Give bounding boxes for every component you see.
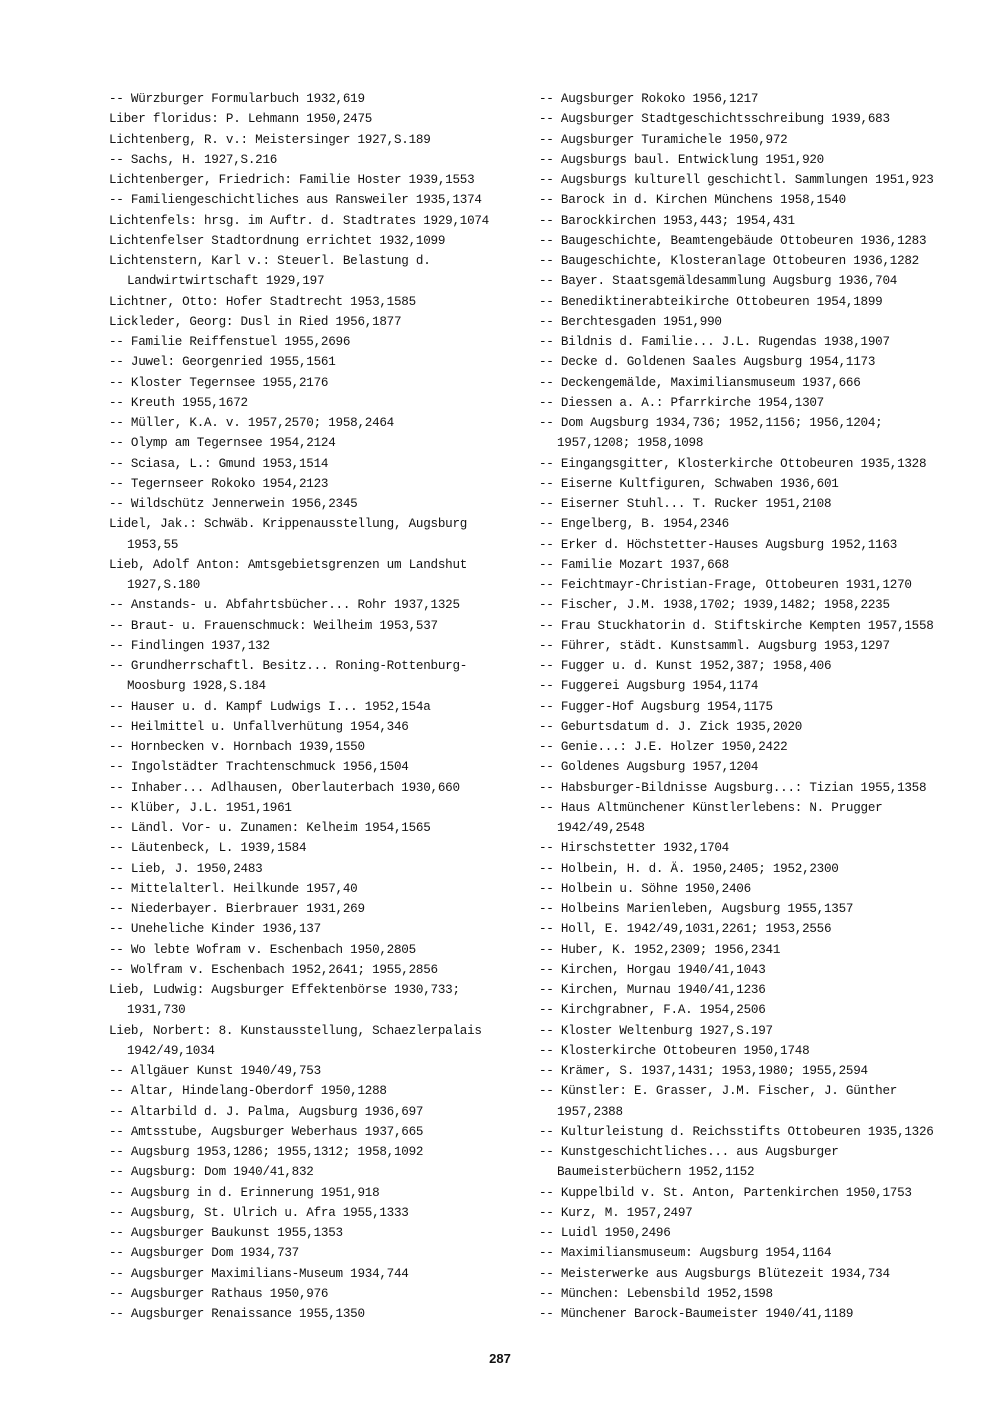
index-entry: Liber floridus: P. Lehmann 1950,2475 (109, 112, 373, 127)
index-entry: Lichtenberger, Friedrich: Familie Hoster 1939,1553 (109, 173, 475, 187)
index-entry: -- Familie Mozart 1937,668 (539, 557, 729, 572)
index-entry: -- Holbein, H. d. Ä. 1950,2405; 1952,2300 (539, 861, 839, 876)
index-entry: -- Luidl 1950,2496 (539, 1226, 671, 1240)
index-entry: -- Hauser u. d. Kampf Ludwigs I... 1952,154a (109, 699, 431, 714)
index-entry: -- Sachs, H. 1927,S.216 (109, 152, 278, 167)
index-entry: -- Ingolstädter Trachtenschmuck 1956,1504 (109, 760, 409, 775)
index-entry: -- Holbein u. Söhne 1950,2406 (539, 881, 751, 896)
index-entry: -- München: Lebensbild 1952,1598 (539, 1286, 773, 1301)
index-entry: -- Würzburger Formularbuch 1932,619 (109, 92, 365, 106)
index-entry: -- Augsburg 1953,1286; 1955,1312; 1958,1092 (109, 1145, 424, 1159)
index-entry: -- Habsburger-Bildnisse Augsburg...: Tizian 1955,1358 (539, 780, 927, 795)
index-entry: -- Haus Altmünchener Künstlerlebens: N. Prugger 1942/49,2548 (539, 800, 883, 835)
index-entry: -- Niederbayer. Bierbrauer 1931,269 (109, 902, 365, 916)
index-entry: -- Findlingen 1937,132 (109, 638, 270, 653)
index-entry: -- Barockkirchen 1953,443; 1954,431 (539, 213, 795, 228)
index-entry: Lichtner, Otto: Hofer Stadtrecht 1953,1585 (109, 294, 416, 309)
index-entry: -- Decke d. Goldenen Saales Augsburg 1954,1173 (539, 355, 876, 370)
index-entry: -- Altarbild d. J. Palma, Augsburg 1936,697 (109, 1104, 424, 1119)
index-entry: -- Goldenes Augsburg 1957,1204 (539, 760, 759, 775)
index-entry: -- Frau Stuckhatorin d. Stiftskirche Kempten 1957,1558 (539, 618, 934, 633)
index-entry: -- Allgäuer Kunst 1940/49,753 (109, 1064, 321, 1078)
index-entry: Lichtenfelser Stadtordnung errichtet 1932,1099 (109, 233, 446, 248)
index-entry: Lieb, Norbert: 8. Kunstausstellung, Schaezlerpalais 1942/49,1034 (109, 1023, 482, 1058)
index-entry: -- Müller, K.A. v. 1957,2570; 1958,2464 (109, 416, 394, 430)
index-entry: Lichtenberg, R. v.: Meistersinger 1927,S.189 (109, 132, 431, 147)
index-entry: -- Bayer. Staatsgemäldesammlung Augsburg 1936,704 (539, 274, 898, 289)
index-entry: -- Maximiliansmuseum: Augsburg 1954,1164 (539, 1246, 832, 1261)
index-entry: -- Kirchgrabner, F.A. 1954,2506 (539, 1003, 766, 1018)
index-entry: -- Diessen a. A.: Pfarrkirche 1954,1307 (539, 395, 824, 410)
index-entry: -- Familiengeschichtliches aus Ransweiler 1935,1374 (109, 193, 482, 208)
index-entry: -- Kloster Tegernsee 1955,2176 (109, 375, 329, 390)
index-entry: -- Kreuth 1955,1672 (109, 395, 248, 410)
index-entry: -- Augsburg, St. Ulrich u. Afra 1955,1333 (109, 1205, 409, 1220)
index-entry: -- Baugeschichte, Klosteranlage Ottobeuren 1936,1282 (539, 254, 919, 268)
index-entry: -- Grundherrschaftl. Besitz... Roning-Rottenburg-Moosburg 1928,S.184 (109, 659, 468, 694)
index-entry: -- Eiserner Stuhl... T. Rucker 1951,2108 (539, 497, 832, 511)
index-entry: -- Bildnis d. Familie... J.L. Rugendas 1938,1907 (539, 335, 890, 349)
index-entry: -- Augsburger Maximilians-Museum 1934,744 (109, 1266, 409, 1281)
index-entry: -- Künstler: E. Grasser, J.M. Fischer, J. Günther 1957,2388 (539, 1084, 898, 1119)
index-entry: -- Wildschütz Jennerwein 1956,2345 (109, 497, 358, 511)
index-entry: -- Tegernseer Rokoko 1954,2123 (109, 476, 329, 491)
index-entry: -- Benediktinerabteikirche Ottobeuren 1954,1899 (539, 294, 883, 309)
index-entry: -- Huber, K. 1952,2309; 1956,2341 (539, 942, 781, 957)
index-entry: -- Führer, städt. Kunstsamml. Augsburg 1953,1297 (539, 638, 890, 653)
index-entry: -- Augsburger Baukunst 1955,1353 (109, 1226, 343, 1240)
index-entry: -- Familie Reiffenstuel 1955,2696 (109, 335, 351, 349)
index-column-right (539, 89, 959, 1324)
index-entry: -- Meisterwerke aus Augsburgs Blütezeit 1934,734 (539, 1266, 890, 1281)
index-entry: Lieb, Adolf Anton: Amtsgebietsgrenzen um Landshut 1927,S.180 (109, 557, 468, 592)
index-entry: -- Braut- u. Frauenschmuck: Weilheim 1953,537 (109, 618, 438, 633)
index-entry: -- Münchener Barock-Baumeister 1940/41,1189 (539, 1307, 854, 1321)
index-entry: -- Augsburger Turamichele 1950,972 (539, 132, 788, 147)
index-entry: -- Erker d. Höchstetter-Hauses Augsburg 1952,1163 (539, 537, 898, 552)
index-entry: -- Amtsstube, Augsburger Weberhaus 1937,665 (109, 1124, 424, 1139)
index-entry: -- Kuppelbild v. St. Anton, Partenkirchen 1950,1753 (539, 1185, 912, 1200)
index-entry: -- Augsburg: Dom 1940/41,832 (109, 1165, 314, 1180)
index-entry: Lieb, Ludwig: Augsburger Effektenbörse 1930,733; 1931,730 (109, 983, 460, 1018)
index-entry: -- Augsburgs kulturell geschichtl. Sammlungen 1951,923 (539, 173, 934, 187)
index-entry: -- Klosterkirche Ottobeuren 1950,1748 (539, 1043, 810, 1058)
index-entry: -- Geburtsdatum d. J. Zick 1935,2020 (539, 719, 803, 734)
index-entry: -- Mittelalterl. Heilkunde 1957,40 (109, 881, 358, 896)
index-entry: -- Deckengemälde, Maximiliansmuseum 1937,666 (539, 375, 861, 390)
index-entry: -- Lieb, J. 1950,2483 (109, 861, 263, 876)
index-entry: -- Augsburger Rathaus 1950,976 (109, 1286, 329, 1301)
index-entry: -- Klüber, J.L. 1951,1961 (109, 800, 292, 815)
index-entry: -- Engelberg, B. 1954,2346 (539, 517, 729, 532)
index-entry: -- Kirchen, Murnau 1940/41,1236 (539, 983, 766, 997)
index-entry: -- Kloster Weltenburg 1927,S.197 (539, 1023, 773, 1038)
index-entry: -- Augsburgs baul. Entwicklung 1951,920 (539, 152, 824, 167)
index-entry: -- Altar, Hindelang-Oberdorf 1950,1288 (109, 1084, 387, 1099)
index-entry: -- Ländl. Vor- u. Zunamen: Kelheim 1954,1565 (109, 821, 431, 835)
index-entry: -- Genie...: J.E. Holzer 1950,2422 (539, 740, 788, 754)
page-number: 287 (489, 1351, 511, 1366)
index-entry: -- Eiserne Kultfiguren, Schwaben 1936,601 (539, 476, 839, 491)
index-entry: -- Fugger-Hof Augsburg 1954,1175 (539, 699, 773, 714)
index-entry: -- Läutenbeck, L. 1939,1584 (109, 841, 307, 856)
index-entry: Lidel, Jak.: Schwäb. Krippenausstellung, Augsburg 1953,55 (109, 517, 468, 552)
index-entry: -- Wo lebte Wofram v. Eschenbach 1950,2805 (109, 942, 416, 957)
index-entry: Lichtenfels: hrsg. im Auftr. d. Stadtrates 1929,1074 (109, 213, 489, 228)
index-entry: -- Augsburger Rokoko 1956,1217 (539, 92, 759, 106)
index-entry: -- Fischer, J.M. 1938,1702; 1939,1482; 1958,2235 (539, 598, 890, 613)
index-entry: -- Baugeschichte, Beamtengebäude Ottobeuren 1936,1283 (539, 233, 927, 248)
index-entry: -- Krämer, S. 1937,1431; 1953,1980; 1955,2594 (539, 1064, 868, 1078)
index-column-left (109, 89, 514, 1324)
index-entry: Lickleder, Georg: Dusl in Ried 1956,1877 (109, 314, 402, 329)
index-entry: -- Augsburger Dom 1934,737 (109, 1246, 299, 1261)
index-entry: -- Kulturleistung d. Reichsstifts Ottobeuren 1935,1326 (539, 1124, 934, 1139)
index-entry: -- Kurz, M. 1957,2497 (539, 1205, 693, 1220)
index-entry: -- Olymp am Tegernsee 1954,2124 (109, 436, 336, 451)
index-entry: -- Augsburger Stadtgeschichtsschreibung 1939,683 (539, 112, 890, 127)
index-entry: -- Barock in d. Kirchen Münchens 1958,1540 (539, 193, 846, 208)
index-entry: -- Wolfram v. Eschenbach 1952,2641; 1955,2856 (109, 962, 438, 977)
index-entry: -- Feichtmayr-Christian-Frage, Ottobeuren 1931,1270 (539, 578, 912, 592)
index-entry: -- Hirschstetter 1932,1704 (539, 841, 729, 856)
index-entry: -- Berchtesgaden 1951,990 (539, 314, 722, 329)
index-entry: -- Fuggerei Augsburg 1954,1174 (539, 679, 759, 694)
index-entry: -- Fugger u. d. Kunst 1952,387; 1958,406 (539, 659, 832, 673)
index-entry: -- Holl, E. 1942/49,1031,2261; 1953,2556 (539, 922, 832, 937)
index-entry: -- Uneheliche Kinder 1936,137 (109, 922, 321, 937)
index-entry: -- Holbeins Marienleben, Augsburg 1955,1357 (539, 902, 854, 916)
index-entry: -- Heilmittel u. Unfallverhütung 1954,346 (109, 719, 409, 734)
index-entry: -- Juwel: Georgenried 1955,1561 (109, 355, 336, 370)
index-entry: -- Augsburg in d. Erinnerung 1951,918 (109, 1185, 380, 1200)
index-entry: -- Hornbecken v. Hornbach 1939,1550 (109, 740, 365, 754)
index-entry: -- Sciasa, L.: Gmund 1953,1514 (109, 456, 329, 471)
index-entry: -- Eingangsgitter, Klosterkirche Ottobeuren 1935,1328 (539, 456, 927, 471)
index-entry: -- Anstands- u. Abfahrtsbücher... Rohr 1937,1325 (109, 598, 460, 613)
index-entry: -- Kunstgeschichtliches... aus Augsburger Baumeisterbüchern 1952,1152 (539, 1145, 839, 1180)
index-entry: -- Dom Augsburg 1934,736; 1952,1156; 1956,1204; 1957,1208; 1958,1098 (539, 416, 883, 451)
index-entry: Lichtenstern, Karl v.: Steuerl. Belastung d. Landwirtwirtschaft 1929,197 (109, 254, 431, 289)
index-entry: -- Augsburger Renaissance 1955,1350 (109, 1307, 365, 1321)
index-entry: -- Kirchen, Horgau 1940/41,1043 (539, 962, 766, 977)
index-entry: -- Inhaber... Adlhausen, Oberlauterbach 1930,660 (109, 780, 460, 795)
